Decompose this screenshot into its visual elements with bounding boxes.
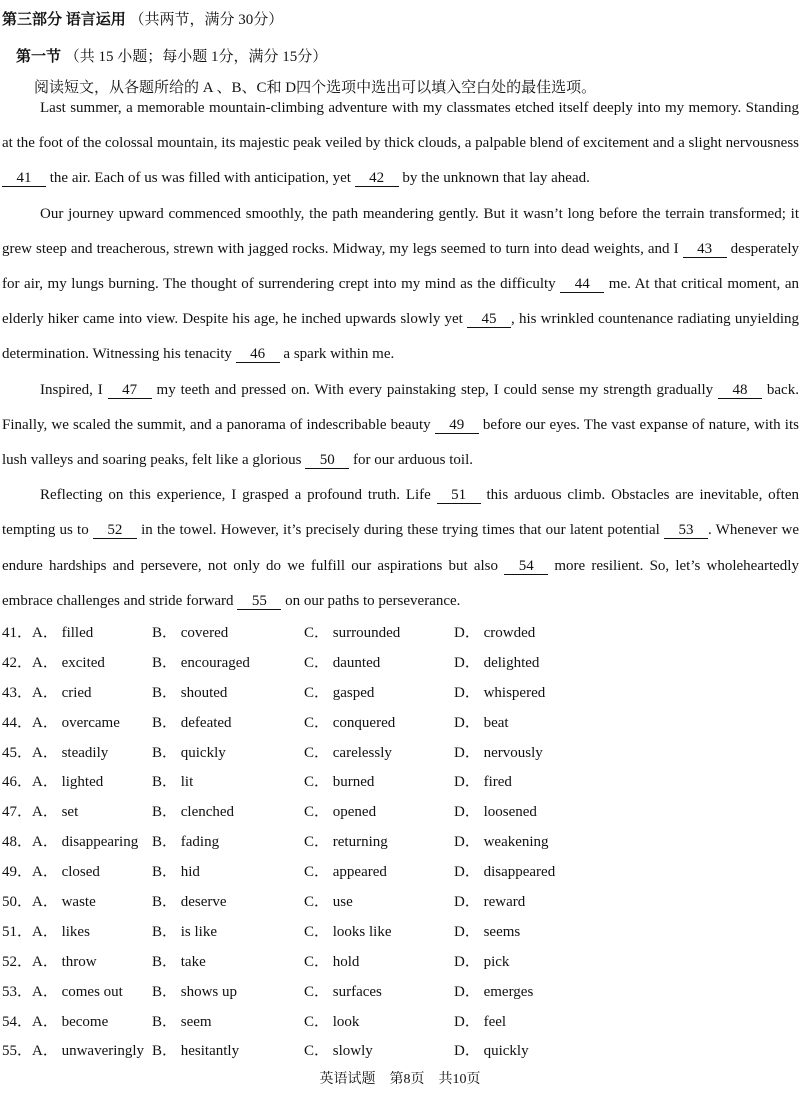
option-d: D． emerges <box>454 983 534 1000</box>
option-a: A． likes <box>32 923 90 940</box>
option-c: C． appeared <box>304 864 387 881</box>
option-d: D． reward <box>454 894 526 911</box>
question-row <box>2 800 792 830</box>
option-b: B． hesitantly <box>152 1043 240 1060</box>
option-b: B． encouraged <box>152 654 250 671</box>
option-a: A． overcame <box>32 714 120 731</box>
passage-text: Last summer, a memorable mountain-climbing adventure with my classmates etched itself deeply into my memory. Standing at the foot of the colossal mountain, its majestic peak veiled by thick clouds, a palpable blend of excitement and a slight nervousness <box>2 100 799 152</box>
option-c: C． use <box>304 894 353 911</box>
question-row <box>2 651 792 681</box>
blank-41: 41 <box>2 170 46 187</box>
option-a: A． filled <box>32 625 94 641</box>
question-row <box>2 621 792 651</box>
option-a: A． closed <box>32 864 100 881</box>
section-score-note: （共两节，满分 30分） <box>129 12 284 28</box>
option-c: C． daunted <box>304 654 381 671</box>
blank-51: 51 <box>437 487 481 504</box>
option-c: C． opened <box>304 804 377 821</box>
question-row <box>2 830 792 860</box>
question-number: 55． <box>2 1043 33 1060</box>
passage-text: the air. Each of us was filled with anticipation, yet <box>46 170 355 187</box>
option-d: D． loosened <box>454 804 537 821</box>
passage-text: by the unknown that lay ahead. <box>398 170 590 187</box>
passage-paragraph <box>2 373 799 479</box>
question-number: 51． <box>2 923 33 940</box>
subsection-title-text: 第一节 <box>16 49 62 65</box>
passage-text: for our arduous toil. <box>349 452 474 469</box>
question-row <box>2 1010 792 1040</box>
option-b: B． is like <box>152 923 218 940</box>
question-row <box>2 980 792 1010</box>
cloze-passage <box>2 91 799 619</box>
option-d: D． feel <box>454 1013 507 1030</box>
blank-50: 50 <box>305 452 349 469</box>
option-b: B． take <box>152 953 206 970</box>
option-d: D． seems <box>454 923 521 940</box>
subsection-score-note: （共 15 小题；每小题 1分，满分 15分） <box>64 49 328 65</box>
option-d: D． fired <box>454 774 512 791</box>
option-b: B． clenched <box>152 804 235 821</box>
option-d: D． whispered <box>454 684 546 701</box>
question-number: 43． <box>2 684 33 701</box>
question-number: 53． <box>2 983 33 1000</box>
option-a: A． lighted <box>32 774 104 791</box>
option-d: D． pick <box>454 953 510 970</box>
option-a: A． set <box>32 804 79 821</box>
blank-53: 53 <box>664 522 708 539</box>
option-c: C． conquered <box>304 714 396 731</box>
passage-text: this arduous climb. Obstacles are inevitable, often tempting us to <box>2 487 800 539</box>
option-c: C． look <box>304 1013 360 1030</box>
passage-text: a spark within me. <box>279 346 395 363</box>
option-d: D． weakening <box>454 834 549 851</box>
passage-text: me. At that critical moment, an elderly hiker came into view. Despite his age, he inched upwards slowly yet <box>2 276 799 328</box>
question-row <box>2 711 792 741</box>
passage-paragraph <box>2 197 799 373</box>
passage-text: on our paths to perseverance. <box>281 592 461 609</box>
question-row <box>2 770 792 800</box>
blank-42: 42 <box>355 170 399 187</box>
option-a: A． unwaveringly <box>32 1043 145 1060</box>
question-number: 41． <box>2 625 33 641</box>
option-d: D． quickly <box>454 1043 529 1060</box>
section-title-text: 第三部分 语言运用 <box>2 12 126 28</box>
question-number: 46． <box>2 774 33 791</box>
option-c: C． gasped <box>304 684 375 701</box>
passage-text: before our eyes. The vast expanse of nature, with its lush valleys and soaring peaks, felt like a glorious <box>2 416 799 469</box>
blank-44: 44 <box>560 276 604 293</box>
blank-52: 52 <box>93 522 137 539</box>
option-b: B． shouted <box>152 684 228 701</box>
blank-45: 45 <box>467 311 511 328</box>
section-title <box>2 8 283 29</box>
passage-text: . Whenever we endure hardships and persevere, not only do we fulfill our aspirations but also <box>2 522 799 574</box>
option-a: A． throw <box>32 953 97 970</box>
blank-48: 48 <box>718 382 762 399</box>
blank-55: 55 <box>237 593 281 610</box>
passage-text: Inspired, I <box>40 381 108 398</box>
question-row <box>2 681 792 711</box>
option-d: D． beat <box>454 714 509 731</box>
option-b: B． fading <box>152 834 220 851</box>
subsection-title <box>16 45 327 66</box>
passage-text: more resilient. So, let’s wholeheartedly embrace challenges and stride forward <box>2 557 799 609</box>
option-d: D． disappeared <box>454 864 556 881</box>
passage-paragraph <box>2 478 799 619</box>
question-number: 52． <box>2 953 33 970</box>
instructions: 阅读短文，从各题所给的 A 、B、C和 D四个选项中选出可以填入空白处的最佳选项。 <box>34 80 597 96</box>
option-b: B． defeated <box>152 714 232 731</box>
option-b: B． shows up <box>152 983 238 1000</box>
option-c: C． surfaces <box>304 983 382 1000</box>
question-number: 48． <box>2 834 33 851</box>
option-c: C． surrounded <box>304 625 401 641</box>
option-b: B． seem <box>152 1013 212 1030</box>
option-b: B． quickly <box>152 744 226 761</box>
blank-46: 46 <box>236 346 280 363</box>
question-number: 45． <box>2 744 33 761</box>
passage-text: Reflecting on this experience, I grasped a profound truth. Life <box>40 487 437 504</box>
passage-paragraph <box>2 91 799 197</box>
blank-54: 54 <box>504 558 548 575</box>
option-a: A． disappearing <box>32 834 139 851</box>
option-d: D． delighted <box>454 654 540 671</box>
option-c: C． hold <box>304 953 360 970</box>
page-footer: 英语试题 第8页 共10页 <box>319 1072 481 1087</box>
option-d: D． crowded <box>454 625 536 641</box>
blank-43: 43 <box>683 241 727 258</box>
question-row <box>2 950 792 980</box>
blank-47: 47 <box>108 382 152 399</box>
passage-text: in the towel. However, it’s precisely during these trying times that our latent potential <box>136 522 665 539</box>
option-c: C． carelessly <box>304 744 392 761</box>
option-a: A． cried <box>32 684 92 701</box>
passage-text: , his wrinkled countenance radiating unyielding determination. Witnessing his tenacity <box>2 311 799 363</box>
passage-text: my teeth and pressed on. With every painstaking step, I could sense my strength gradually <box>151 381 719 398</box>
passage-text: back. Finally, we scaled the summit, and a panorama of indescribable beauty <box>2 381 799 433</box>
option-a: A． comes out <box>32 983 123 1000</box>
answer-options-list <box>2 621 792 1069</box>
question-number: 50． <box>2 894 33 911</box>
option-b: B． hid <box>152 864 200 881</box>
question-row <box>2 741 792 771</box>
question-number: 47． <box>2 804 33 821</box>
option-a: A． excited <box>32 654 105 671</box>
blank-49: 49 <box>435 417 479 434</box>
question-row <box>2 890 792 920</box>
question-number: 44． <box>2 714 33 731</box>
option-a: A． become <box>32 1013 109 1030</box>
passage-text: desperately for air, my lungs burning. The thought of surrendering crept into my mind as the difficulty <box>2 240 799 293</box>
option-c: C． looks like <box>304 923 392 940</box>
question-row <box>2 920 792 950</box>
option-b: B． covered <box>152 625 229 641</box>
option-b: B． lit <box>152 774 194 791</box>
question-number: 42． <box>2 654 33 671</box>
option-a: A． steadily <box>32 744 109 761</box>
option-c: C． slowly <box>304 1043 373 1060</box>
question-number: 49． <box>2 864 33 881</box>
question-row <box>2 1039 792 1069</box>
option-d: D． nervously <box>454 744 543 761</box>
option-a: A． waste <box>32 894 96 911</box>
option-b: B． deserve <box>152 894 227 911</box>
question-number: 54． <box>2 1013 33 1030</box>
option-c: C． burned <box>304 774 375 791</box>
option-c: C． returning <box>304 834 388 851</box>
passage-text: Our journey upward commenced smoothly, the path meandering gently. But it wasn’t long before the terrain transformed; it grew steep and treacherous, strewn with jagged rocks. Midway, my legs seemed to turn into dead weights, and I <box>2 205 799 257</box>
question-row <box>2 860 792 890</box>
